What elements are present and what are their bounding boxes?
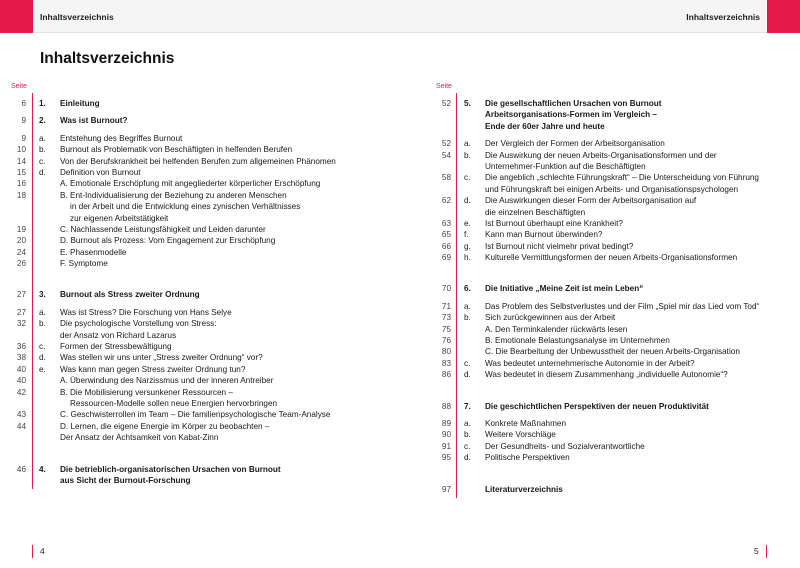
toc-entry-title: Burnout als Problematik von Beschäftigten in helfenden Berufen bbox=[60, 145, 293, 155]
toc-chapter-entry[interactable] bbox=[0, 115, 400, 126]
toc-entry[interactable] bbox=[425, 161, 800, 172]
toc-entry[interactable] bbox=[425, 195, 800, 206]
toc-entry-title: Der Ansatz der Achtsamkeit von Kabat-Zinn bbox=[60, 433, 219, 443]
toc-entry-title: A. Überwindung des Narzissmus und der inneren Antreiber bbox=[60, 376, 274, 386]
toc-entry-title: C. Nachlassende Leistungsfähigkeit und Leiden darunter bbox=[60, 224, 266, 234]
toc-page-number: 20 bbox=[16, 236, 26, 246]
toc-entry-title: Was ist Stress? Die Forschung von Hans Selye bbox=[60, 307, 232, 317]
toc-entry-marker: e. bbox=[39, 364, 46, 374]
toc-entry-title: Kulturelle Vermittlungsformen der neuen Arbeits-Organisationsformen bbox=[485, 253, 738, 263]
toc-entry[interactable] bbox=[425, 369, 800, 380]
toc-entry-marker: d. bbox=[464, 196, 471, 206]
toc-entry-marker: 1. bbox=[39, 99, 46, 108]
toc-entry-marker: c. bbox=[464, 441, 471, 451]
toc-entry-marker: a. bbox=[39, 133, 46, 143]
toc-entry[interactable] bbox=[0, 213, 400, 224]
toc-entry-marker: c. bbox=[464, 173, 471, 183]
toc-entry-title: Was bedeutet unternehmerische Autonomie in der Arbeit? bbox=[485, 358, 695, 368]
toc-page-number: 19 bbox=[16, 224, 26, 234]
toc-entry[interactable] bbox=[0, 341, 400, 352]
toc-entry[interactable] bbox=[0, 364, 400, 375]
toc-entry-title: Von der Berufskrankheit bei helfenden Berufen zum allgemeinen Phänomen bbox=[60, 156, 336, 166]
toc-entry[interactable] bbox=[0, 190, 400, 201]
toc-page-number: 14 bbox=[16, 156, 26, 166]
toc-entry-title: Ende der 60er Jahre und heute bbox=[485, 121, 605, 131]
toc-entry[interactable] bbox=[0, 387, 400, 398]
toc-entry-marker: 5. bbox=[464, 99, 471, 108]
toc-entry-marker: 2. bbox=[39, 116, 46, 126]
toc-chapter-entry[interactable] bbox=[425, 401, 800, 412]
page-number-right: 5 bbox=[754, 546, 759, 556]
toc-page-number: 66 bbox=[441, 241, 451, 251]
toc-entry[interactable] bbox=[0, 224, 400, 235]
toc-entry-title: Der Gesundheits- und Sozialverantwortliche bbox=[485, 441, 645, 451]
toc-entry[interactable] bbox=[425, 335, 800, 346]
toc-chapter-entry[interactable] bbox=[0, 475, 400, 486]
toc-page-number: 52 bbox=[441, 139, 451, 149]
toc-entry-title: Was stellen wir uns unter „Stress zweiter Ordnung“ vor? bbox=[60, 353, 263, 363]
toc-entry[interactable] bbox=[0, 133, 400, 144]
toc-entry-marker: d. bbox=[464, 453, 471, 463]
toc-page-number: 69 bbox=[441, 253, 451, 263]
toc-entry-title: die einzelnen Beschäftigten bbox=[485, 207, 586, 217]
toc-entry-title: A. Den Terminkalender rückwärts lesen bbox=[485, 324, 628, 334]
toc-page-number: 9 bbox=[21, 133, 26, 143]
toc-entry-title: C. Geschwisterrollen im Team – Die familienpsychologische Team-Analyse bbox=[60, 410, 331, 420]
toc-entry-marker: d. bbox=[39, 167, 46, 177]
toc-entry[interactable] bbox=[425, 172, 800, 183]
toc-spacer bbox=[0, 269, 400, 289]
toc-entry[interactable] bbox=[425, 324, 800, 335]
toc-entry-marker: 3. bbox=[39, 290, 46, 300]
toc-page-number: 83 bbox=[441, 358, 451, 368]
toc-entry-marker: c. bbox=[39, 156, 46, 166]
toc-entry-title: B. Emotionale Belastungsanalyse im Unternehmen bbox=[485, 336, 670, 346]
toc-entry-title: B. Die Mobilisierung versunkener Ressourcen – bbox=[60, 387, 233, 397]
toc-spacer bbox=[425, 381, 800, 401]
toc-page-number: 54 bbox=[441, 150, 451, 160]
toc-entry-title: Die Initiative „Meine Zeit ist mein Leben“ bbox=[485, 284, 644, 294]
toc-chapter-entry[interactable] bbox=[425, 484, 800, 495]
toc-entry-title: Die Auswirkung der neuen Arbeits-Organisationsformen und der bbox=[485, 150, 717, 160]
toc-entry[interactable] bbox=[425, 207, 800, 218]
toc-entry-title: Weitere Vorschläge bbox=[485, 430, 556, 440]
toc-list-left bbox=[0, 98, 400, 486]
toc-entry[interactable] bbox=[0, 432, 400, 443]
toc-entry-title: der Ansatz von Richard Lazarus bbox=[60, 330, 177, 340]
toc-entry[interactable] bbox=[0, 318, 400, 329]
toc-entry-title: und Führungskraft bei einigen Arbeits- und Organisationspsychologen bbox=[485, 184, 739, 194]
toc-page-number: 44 bbox=[16, 421, 26, 431]
toc-page-number: 76 bbox=[441, 336, 451, 346]
toc-spacer bbox=[0, 444, 400, 464]
toc-entry-title: Ist Burnout überhaupt eine Krankheit? bbox=[485, 218, 623, 228]
seite-label-left: Seite bbox=[11, 83, 27, 90]
toc-entry-title: Die gesellschaftlichen Ursachen von Burnout bbox=[485, 99, 662, 108]
toc-entry[interactable] bbox=[425, 346, 800, 357]
toc-entry-marker: 7. bbox=[464, 401, 471, 411]
toc-entry[interactable] bbox=[0, 144, 400, 155]
toc-entry-marker: b. bbox=[39, 319, 46, 329]
toc-page-number: 32 bbox=[16, 319, 26, 329]
toc-page-number: 38 bbox=[16, 353, 26, 363]
toc-entry-title: Einleitung bbox=[60, 99, 100, 108]
toc-entry-title: D. Burnout als Prozess: Vom Engagement zur Erschöpfung bbox=[60, 236, 276, 246]
toc-entry[interactable] bbox=[0, 178, 400, 189]
toc-page-number: 70 bbox=[441, 284, 451, 294]
toc-page-number: 97 bbox=[441, 484, 451, 494]
toc-entry[interactable] bbox=[425, 452, 800, 463]
toc-entry[interactable] bbox=[425, 138, 800, 149]
toc-entry[interactable] bbox=[425, 229, 800, 240]
toc-entry-marker: b. bbox=[464, 430, 471, 440]
toc-entry-title: C. Die Bearbeitung der Unbewusstheit der neuen Arbeits-Organisation bbox=[485, 347, 740, 357]
toc-entry-title: aus Sicht der Burnout-Forschung bbox=[60, 475, 191, 485]
toc-entry[interactable] bbox=[425, 252, 800, 263]
toc-entry-marker: a. bbox=[464, 139, 471, 149]
toc-page-number: 75 bbox=[441, 324, 451, 334]
toc-entry-marker: d. bbox=[39, 353, 46, 363]
toc-entry-title: D. Lernen, die eigene Energie im Körper zu beobachten – bbox=[60, 421, 270, 431]
toc-entry-title: in der Arbeit und die Entwicklung eines zynischen Verhältnisses bbox=[70, 202, 301, 212]
toc-entry-title: Politische Perspektiven bbox=[485, 453, 570, 463]
toc-entry-marker: a. bbox=[464, 418, 471, 428]
toc-entry-marker: a. bbox=[39, 307, 46, 317]
toc-entry-title: Die geschichtlichen Perspektiven der neuen Produktivität bbox=[485, 401, 709, 411]
footer-mark-right bbox=[766, 545, 767, 558]
footer-mark-left bbox=[32, 545, 33, 558]
toc-entry[interactable] bbox=[0, 167, 400, 178]
toc-page-number: 27 bbox=[16, 307, 26, 317]
seite-label-right: Seite bbox=[436, 83, 452, 90]
toc-spacer bbox=[425, 464, 800, 484]
toc-entry[interactable] bbox=[0, 398, 400, 409]
toc-entry-title: Literaturverzeichnis bbox=[485, 484, 563, 494]
toc-entry-title: A. Emotionale Erschöpfung mit angegliederter körperlicher Erschöpfung bbox=[60, 179, 321, 189]
toc-spacer bbox=[425, 263, 800, 283]
toc-entry-marker: c. bbox=[39, 342, 46, 352]
toc-page-number: 71 bbox=[441, 301, 451, 311]
toc-entry-title: Was ist Burnout? bbox=[60, 116, 128, 126]
toc-page-number: 42 bbox=[16, 387, 26, 397]
toc-page-number: 9 bbox=[21, 116, 26, 126]
toc-entry-title: Unternehmer-Funktion auf die Beschäftigten bbox=[485, 161, 646, 171]
toc-entry-title: Die betrieblich-organisatorischen Ursachen von Burnout bbox=[60, 464, 281, 474]
toc-entry-marker: 6. bbox=[464, 284, 471, 294]
toc-entry[interactable] bbox=[0, 409, 400, 420]
toc-entry-title: Definition von Burnout bbox=[60, 167, 141, 177]
toc-entry[interactable] bbox=[425, 301, 800, 312]
toc-page-number: 62 bbox=[441, 196, 451, 206]
toc-page-number: 46 bbox=[16, 464, 26, 474]
toc-entry-marker: b. bbox=[464, 150, 471, 160]
toc-entry-title: Das Problem des Selbstverlustes und der Film „Spiel mir das Lied vom Tod“ bbox=[485, 301, 760, 311]
toc-page-number: 40 bbox=[16, 376, 26, 386]
toc-entry[interactable] bbox=[425, 441, 800, 452]
toc-entry-title: Entstehung des Begriffes Burnout bbox=[60, 133, 183, 143]
toc-entry-title: Sich zurückgewinnen aus der Arbeit bbox=[485, 313, 616, 323]
toc-page-number: 90 bbox=[441, 430, 451, 440]
toc-entry[interactable] bbox=[0, 352, 400, 363]
toc-page-number: 63 bbox=[441, 218, 451, 228]
toc-entry[interactable] bbox=[0, 375, 400, 386]
toc-entry-title: Burnout als Stress zweiter Ordnung bbox=[60, 290, 200, 300]
toc-entry[interactable] bbox=[425, 241, 800, 252]
toc-entry-marker: c. bbox=[464, 358, 471, 368]
toc-entry[interactable] bbox=[425, 150, 800, 161]
toc-entry-marker: 4. bbox=[39, 464, 46, 474]
toc-entry-title: Ressourcen-Modelle sollen neue Energien hervorbringen bbox=[70, 398, 278, 408]
toc-entry-title: Konkrete Maßnahmen bbox=[485, 418, 567, 428]
toc-page-number: 18 bbox=[16, 190, 26, 200]
toc-entry-title: Arbeitsorganisations-Formen im Vergleich – bbox=[485, 110, 657, 120]
toc-entry-marker: b. bbox=[464, 313, 471, 323]
toc-entry[interactable] bbox=[0, 201, 400, 212]
toc-entry[interactable] bbox=[0, 307, 400, 318]
toc-entry-title: zur eigenen Arbeitstätigkeit bbox=[70, 213, 169, 223]
toc-entry-marker: b. bbox=[39, 145, 46, 155]
toc-entry[interactable] bbox=[0, 421, 400, 432]
toc-page-number: 95 bbox=[441, 453, 451, 463]
running-head-left: Inhaltsverzeichnis bbox=[40, 12, 114, 22]
toc-entry-title: Kann man Burnout überwinden? bbox=[485, 230, 603, 240]
toc-entry-marker: d. bbox=[464, 370, 471, 380]
toc-entry[interactable] bbox=[425, 429, 800, 440]
toc-entry[interactable] bbox=[0, 156, 400, 167]
toc-entry[interactable] bbox=[425, 312, 800, 323]
toc-page-number: 15 bbox=[16, 167, 26, 177]
toc-entry-marker: a. bbox=[464, 301, 471, 311]
toc-chapter-entry[interactable] bbox=[0, 464, 400, 475]
toc-page-number: 6 bbox=[21, 99, 26, 108]
toc-page-number: 27 bbox=[16, 290, 26, 300]
toc-chapter-entry[interactable] bbox=[425, 283, 800, 294]
toc-entry[interactable] bbox=[0, 235, 400, 246]
toc-entry-title: F. Symptome bbox=[60, 259, 108, 269]
page-title: Inhaltsverzeichnis bbox=[40, 50, 175, 67]
toc-entry-title: B. Ent-Individualisierung der Beziehung zu anderen Menschen bbox=[60, 190, 287, 200]
toc-chapter-entry[interactable] bbox=[425, 121, 800, 132]
toc-entry[interactable] bbox=[425, 358, 800, 369]
toc-entry-title: Die psychologische Vorstellung von Stress: bbox=[60, 319, 217, 329]
toc-entry[interactable] bbox=[0, 258, 400, 269]
toc-entry-title: Was kann man gegen Stress zweiter Ordnung tun? bbox=[60, 364, 246, 374]
toc-page-number: 65 bbox=[441, 230, 451, 240]
toc-page-number: 86 bbox=[441, 370, 451, 380]
toc-page-number: 88 bbox=[441, 401, 451, 411]
toc-chapter-entry[interactable] bbox=[0, 98, 400, 109]
toc-entry-title: Der Vergleich der Formen der Arbeitsorganisation bbox=[485, 139, 665, 149]
toc-entry-marker: g. bbox=[464, 241, 471, 251]
toc-entry[interactable] bbox=[0, 330, 400, 341]
toc-page-number: 52 bbox=[441, 99, 451, 108]
toc-entry[interactable] bbox=[0, 247, 400, 258]
toc-entry-title: Die angeblich „schlechte Führungskraft“ – Die Unterscheidung von Führung bbox=[485, 173, 759, 183]
toc-chapter-entry[interactable] bbox=[425, 98, 800, 109]
toc-page-number: 24 bbox=[16, 247, 26, 257]
toc-page-number: 80 bbox=[441, 347, 451, 357]
accent-block-left bbox=[0, 0, 33, 33]
toc-entry-marker: h. bbox=[464, 253, 471, 263]
toc-list-right bbox=[425, 98, 800, 495]
toc-entry[interactable] bbox=[425, 218, 800, 229]
toc-entry-marker: e. bbox=[464, 218, 471, 228]
toc-page-number: 89 bbox=[441, 418, 451, 428]
toc-entry-title: Ist Burnout nicht vielmehr privat bedingt? bbox=[485, 241, 634, 251]
running-head-right: Inhaltsverzeichnis bbox=[686, 12, 760, 22]
toc-chapter-entry[interactable] bbox=[0, 289, 400, 300]
toc-page-number: 26 bbox=[16, 259, 26, 269]
accent-block-right bbox=[767, 0, 800, 33]
toc-page-number: 40 bbox=[16, 364, 26, 374]
toc-entry[interactable] bbox=[425, 184, 800, 195]
toc-page-number: 73 bbox=[441, 313, 451, 323]
toc-entry-title: E. Phasenmodelle bbox=[60, 247, 127, 257]
toc-page-number: 43 bbox=[16, 410, 26, 420]
toc-entry-title: Die Auswirkungen dieser Form der Arbeitsorganisation auf bbox=[485, 196, 697, 206]
toc-page-number: 36 bbox=[16, 342, 26, 352]
toc-page-number: 16 bbox=[16, 179, 26, 189]
toc-entry[interactable] bbox=[425, 418, 800, 429]
toc-chapter-entry[interactable] bbox=[425, 109, 800, 120]
toc-page-number: 10 bbox=[16, 145, 26, 155]
toc-entry-marker: f. bbox=[464, 230, 469, 240]
running-header-bar bbox=[0, 0, 800, 33]
page-number-left: 4 bbox=[40, 546, 45, 556]
toc-entry-title: Was bedeutet in diesem Zusammenhang „individuelle Autonomie“? bbox=[485, 370, 728, 380]
toc-entry-title: Formen der Stressbewältigung bbox=[60, 342, 172, 352]
toc-page-number: 91 bbox=[441, 441, 451, 451]
toc-page-number: 58 bbox=[441, 173, 451, 183]
